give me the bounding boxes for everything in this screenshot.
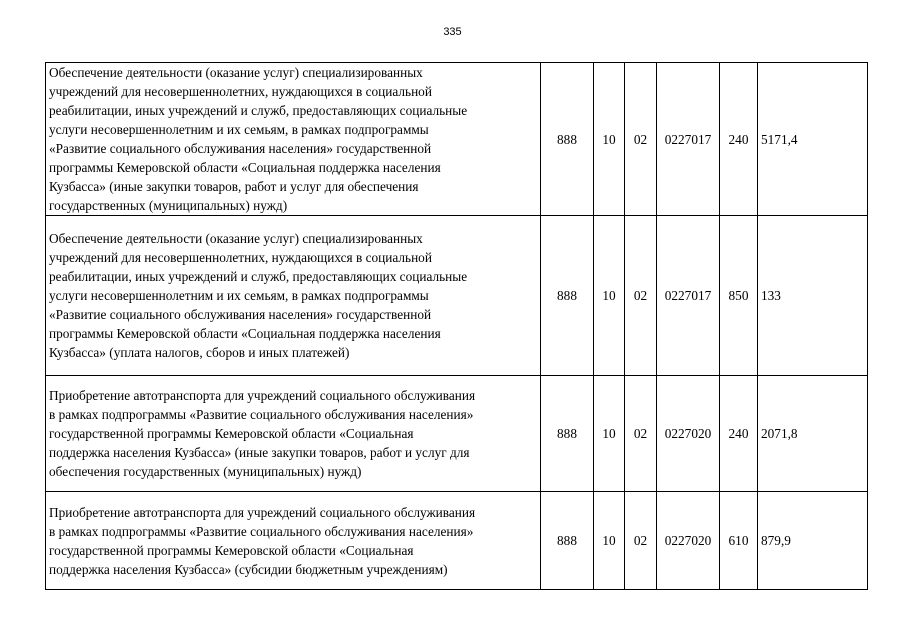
description-line: услуги несовершеннолетним и их семьям, в рамках подпрограммы: [49, 288, 429, 303]
row-description: [46, 63, 541, 216]
description-line: Обеспечение деятельности (оказание услуг) специализированных: [49, 65, 423, 80]
description-line: «Развитие социального обслуживания населения» государственной: [49, 141, 432, 156]
description-line: государственных (муниципальных) нужд): [49, 198, 288, 213]
description-line: реабилитации, иных учреждений и служб, предоставляющих социальные: [49, 269, 468, 284]
description-line: в рамках подпрограммы «Развитие социального обслуживания населения»: [49, 523, 474, 539]
row-description: [46, 376, 541, 492]
target-article-code: 0227020: [657, 376, 720, 492]
description-line: государственной программы Кемеровской области «Социальная: [49, 542, 414, 558]
ministry-code: 888: [541, 376, 594, 492]
table-row: [46, 63, 868, 216]
subsection-code: 02: [625, 376, 657, 492]
description-line: Обеспечение деятельности (оказание услуг) специализированных: [49, 231, 423, 246]
expense-type-code: 610: [720, 492, 758, 590]
description-line: в рамках подпрограммы «Развитие социального обслуживания населения»: [49, 407, 474, 422]
table-row: [46, 492, 868, 590]
section-code: 10: [594, 63, 625, 216]
description-line: поддержка населения Кузбасса» (субсидии бюджетным учреждениям): [49, 561, 448, 577]
description-line: обеспечения государственных (муниципальных) нужд): [49, 464, 362, 479]
target-article-code: 0227017: [657, 63, 720, 216]
description-line: Кузбасса» (уплата налогов, сборов и иных платежей): [49, 345, 350, 360]
description-line: учреждений для несовершеннолетних, нуждающихся в социальной: [49, 250, 432, 265]
expense-type-code: 850: [720, 216, 758, 376]
page-number: 335: [443, 26, 462, 38]
table-row: [46, 216, 868, 376]
description-line: Приобретение автотранспорта для учреждений социального обслуживания: [49, 388, 476, 403]
description-line: Приобретение автотранспорта для учреждений социального обслуживания: [49, 504, 476, 520]
description-line: программы Кемеровской области «Социальная поддержка населения: [49, 326, 441, 341]
description-line: учреждений для несовершеннолетних, нуждающихся в социальной: [49, 84, 432, 99]
description-line: услуги несовершеннолетним и их семьям, в рамках подпрограммы: [49, 122, 429, 137]
section-code: 10: [594, 492, 625, 590]
section-code: 10: [594, 376, 625, 492]
description-line: государственной программы Кемеровской области «Социальная: [49, 426, 414, 441]
expense-type-code: 240: [720, 63, 758, 216]
ministry-code: 888: [541, 63, 594, 216]
description-line: программы Кемеровской области «Социальная поддержка населения: [49, 160, 441, 175]
budget-table: [45, 62, 868, 590]
description-line: «Развитие социального обслуживания населения» государственной: [49, 307, 432, 322]
subsection-code: 02: [625, 216, 657, 376]
ministry-code: 888: [541, 216, 594, 376]
description-line: Кузбасса» (иные закупки товаров, работ и услуг для обеспечения: [49, 179, 419, 194]
amount: 2071,8: [758, 376, 868, 492]
table-row: [46, 376, 868, 492]
row-description: [46, 492, 541, 590]
amount: 5171,4: [758, 63, 868, 216]
description-line: реабилитации, иных учреждений и служб, предоставляющих социальные: [49, 103, 468, 118]
target-article-code: 0227020: [657, 492, 720, 590]
section-code: 10: [594, 216, 625, 376]
description-line: поддержка населения Кузбасса» (иные закупки товаров, работ и услуг для: [49, 445, 470, 460]
target-article-code: 0227017: [657, 216, 720, 376]
amount: 879,9: [758, 492, 868, 590]
row-description: [46, 216, 541, 376]
subsection-code: 02: [625, 63, 657, 216]
ministry-code: 888: [541, 492, 594, 590]
expense-type-code: 240: [720, 376, 758, 492]
subsection-code: 02: [625, 492, 657, 590]
amount: 133: [758, 216, 868, 376]
